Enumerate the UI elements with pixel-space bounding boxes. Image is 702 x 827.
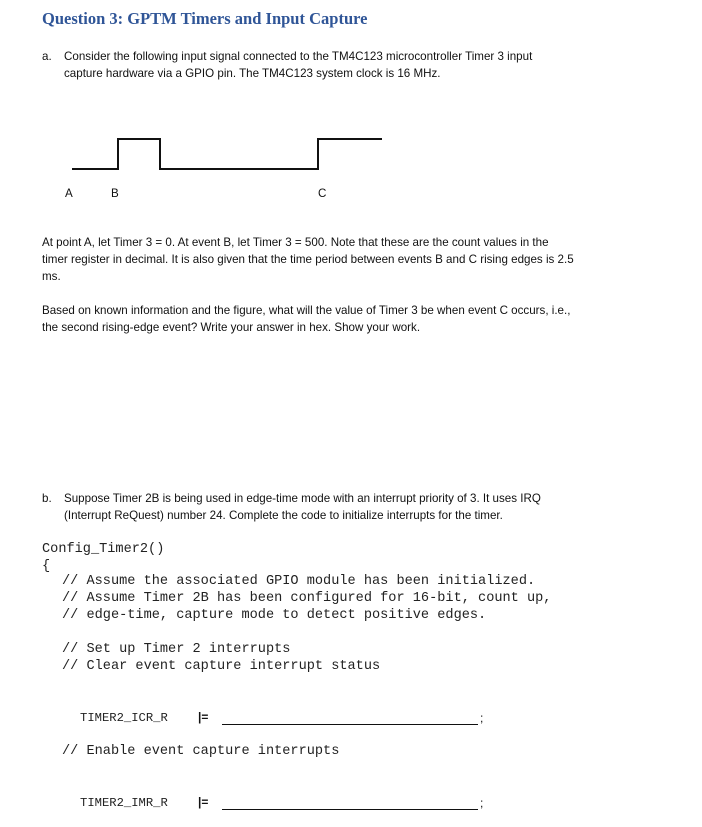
imr-semicolon: ; (480, 796, 484, 810)
code-comment-gpio: // Assume the associated GPIO module has been initialized. (62, 574, 536, 589)
code-comment-clear: // Clear event capture interrupt status (62, 659, 381, 674)
imr-operator: |= (198, 795, 209, 809)
code-comment-enable: // Enable event capture interrupts (62, 744, 340, 759)
icr-operator: |= (198, 710, 209, 724)
given-info-line-1: At point A, let Timer 3 = 0. At event B, let Timer 3 = 500. Note that these are the count values in the (42, 236, 549, 249)
icr-answer-blank[interactable] (222, 724, 478, 725)
code-comment-edge: // edge-time, capture mode to detect positive edges. (62, 608, 487, 623)
part-b-intro-line-2: (Interrupt ReQuest) number 24. Complete the code to initialize interrupts for the timer. (64, 509, 503, 522)
part-b-label: b. (42, 492, 52, 505)
code-comment-setup: // Set up Timer 2 interrupts (62, 642, 291, 657)
part-a-intro-line-1: Consider the following input signal connected to the TM4C123 microcontroller Timer 3 input (64, 50, 533, 63)
part-a-label: a. (42, 50, 52, 63)
input-signal-waveform (0, 133, 702, 193)
imr-answer-blank[interactable] (222, 809, 478, 810)
code-function-name: Config_Timer2() (42, 542, 165, 557)
signal-trace (72, 139, 382, 169)
question-line-1: Based on known information and the figure, what will the value of Timer 3 be when event C occurs, i.e., (42, 304, 571, 317)
given-info-line-2: timer register in decimal. It is also given that the time period between events B and C rising edges is 2.5 (42, 253, 574, 266)
imr-register: TIMER2_IMR_R (80, 796, 168, 810)
code-comment-config: // Assume Timer 2B has been configured for 16-bit, count up, (62, 591, 552, 606)
icr-register: TIMER2_ICR_R (80, 711, 168, 725)
code-open-brace: { (42, 559, 51, 574)
part-a-intro-line-2: capture hardware via a GPIO pin. The TM4C123 system clock is 16 MHz. (64, 67, 441, 80)
part-b-intro-line-1: Suppose Timer 2B is being used in edge-time mode with an interrupt priority of 3. It uses IRQ (64, 492, 541, 505)
signal-label-b: B (111, 187, 119, 200)
signal-label-c: C (318, 187, 327, 200)
question-line-2: the second rising-edge event? Write your answer in hex. Show your work. (42, 321, 421, 334)
signal-label-a: A (65, 187, 73, 200)
given-info-line-3: ms. (42, 270, 61, 283)
icr-semicolon: ; (480, 711, 484, 725)
question-title: Question 3: GPTM Timers and Input Capture (42, 9, 368, 28)
